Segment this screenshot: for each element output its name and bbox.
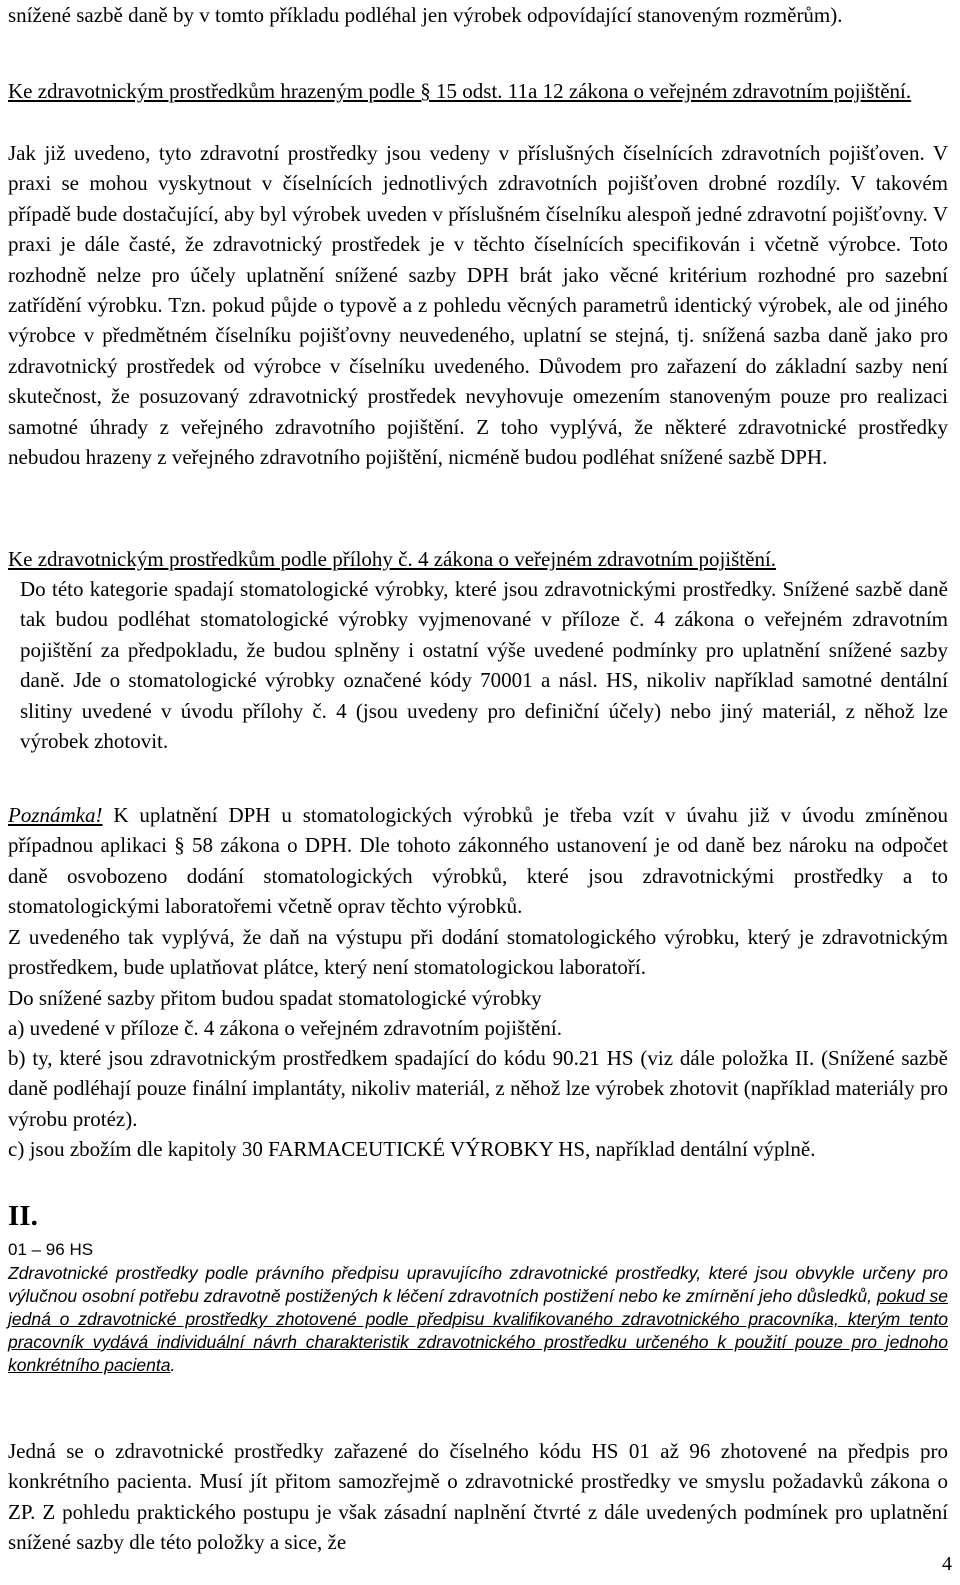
- paragraph-output-tax: Z uvedeného tak vyplývá, že daň na výstupu při dodání stomatologického výrobku, který je zdravotnickým prostředkem, bude uplatňovat plátce, který není stomatologickou laboratoří.: [8, 925, 948, 980]
- definition-text: Zdravotnické prostředky podle právního předpisu upravujícího zdravotnické prostředky, které jsou obvykle určeny pro výlučnou osobní potřebu zdravotně postižených k léčení zdravotních postižení nebo ke zmírnění jeho důsledků,: [8, 1263, 948, 1306]
- section-definition: [8, 1262, 948, 1377]
- paragraph-note: [8, 800, 948, 922]
- definition-underlined-text: pokud se jedná o zdravotnické prostředky zhotovené podle předpisu kvalifikovaného zdravotnického pracovníka, kterým tento pracovník vydává individuální návrh charakteristik zdravotnického prostředku určeného k použití pouze pro jednoho konkrétního pacienta: [8, 1286, 948, 1375]
- paragraph-reduced-rate-list-intro: Do snížené sazby přitom budou spadat stomatologické výrobky: [8, 986, 542, 1010]
- paragraph-dental-products: Do této kategorie spadají stomatologické výrobky, které jsou zdravotnickými prostředky. Snížené sazbě daně tak budou podléhat stomatologické výrobky vyjmenované v příloze č. 4 zákona o veřejném zdravotním pojištění za předpokladu, že budou splněny i ostatní výše uvedené podmínky pro uplatnění snížené sazby daně. Jde o stomatologické výrobky označené kódy 70001 a násl. HS, nikoliv například samotné dentální slitiny uvedené v úvodu přílohy č. 4 (jsou uvedeny pro definiční účely) nebo jiný materiál, z něhož lze výrobek zhotovit.: [20, 577, 948, 754]
- hs-code-range: 01 – 96 HS: [8, 1240, 94, 1259]
- list-item-a: a) uvedené v příloze č. 4 zákona o veřejném zdravotním pojištění.: [8, 1016, 562, 1040]
- note-text: K uplatnění DPH u stomatologických výrobků je třeba vzít v úvahu již v úvodu zmíněnou případnou aplikaci § 58 zákona o DPH. Dle tohoto zákonného ustanovení je od daně bez nároku na odpočet daně osvobozeno dodání stomatologických výrobků, které jsou zdravotnickými prostředky a to stomatologickými laboratořemi včetně oprav těchto výrobků.: [8, 803, 949, 919]
- list-item-b: b) ty, které jsou zdravotnickým prostředkem spadající do kódu 90.21 HS (viz dále položka II. (Snížené sazbě daně podléhají pouze finální implantáty, nikoliv materiál, z něhož lze výrobek zhotovit (například materiály pro výrobu protéz).: [8, 1046, 948, 1131]
- paragraph-hs-01-96: Jedná se o zdravotnické prostředky zařazené do číselného kódu HS 01 až 96 zhotovené na předpis pro konkrétního pacienta. Musí jít přitom samozřejmě o zdravotnické prostředky ve smyslu požadavků zákona o ZP. Z pohledu praktického postupu je však zásadní naplnění čtvrté z dále uvedených podmínek pro uplatnění snížené sazby dle této položky a sice, že: [8, 1439, 948, 1555]
- paragraph-intro: snížené sazbě daně by v tomto příkladu podléhal jen výrobek odpovídající stanoveným rozměrům).: [8, 3, 843, 27]
- definition-end: .: [170, 1355, 176, 1375]
- note-label: Poznámka!: [8, 803, 103, 827]
- list-item-c: c) jsou zbožím dle kapitoly 30 FARMACEUTICKÉ VÝROBKY HS, například dentální výplně.: [8, 1137, 816, 1161]
- page-number: 4: [942, 1553, 952, 1575]
- heading-annex-4: Ke zdravotnickým prostředkům podle přílohy č. 4 zákona o veřejném zdravotním pojištění.: [8, 547, 777, 571]
- paragraph-health-insurance-lists: Jak již uvedeno, tyto zdravotní prostředky jsou vedeny v příslušných číselnících zdravotních pojišťoven. V praxi se mohou vyskytnout v číselnících jednotlivých zdravotních pojišťoven drobné rozdíly. V takovém případě bude dostačující, aby byl výrobek uveden v příslušném číselníku alespoň jedné zdravotní pojišťovny. V praxi je dále časté, že zdravotnický prostředek je v těchto číselnících specifikován i včetně výrobce. Toto rozhodně nelze pro účely uplatnění snížené sazby DPH brát jako věcné kritérium rozhodné pro sazební zatřídění výrobku. Tzn. pokud půjde o typově a z pohledu věcných parametrů identický výrobek, ale od jiného výrobce v předmětném číselníku pojišťovny neuvedeného, uplatní se stejná, tj. snížená sazba daně jako pro zdravotnický prostředek od výrobce v číselníku uvedeného. Důvodem pro zařazení do základní sazby není skutečnost, že posuzovaný zdravotnický prostředek nevyhovuje omezením stanoveným pouze pro realizaci samotné úhrady z veřejného zdravotního pojištění. Z toho vyplývá, že některé zdravotnické prostředky nebudou hrazeny z veřejného zdravotního pojištění, nicméně budou podléhat snížené sazbě DPH.: [8, 141, 948, 470]
- heading-section-15: Ke zdravotnickým prostředkům hrazeným podle § 15 odst. 11a 12 zákona o veřejném zdravotním pojištění.: [8, 79, 912, 103]
- section-number: II.: [8, 1200, 38, 1232]
